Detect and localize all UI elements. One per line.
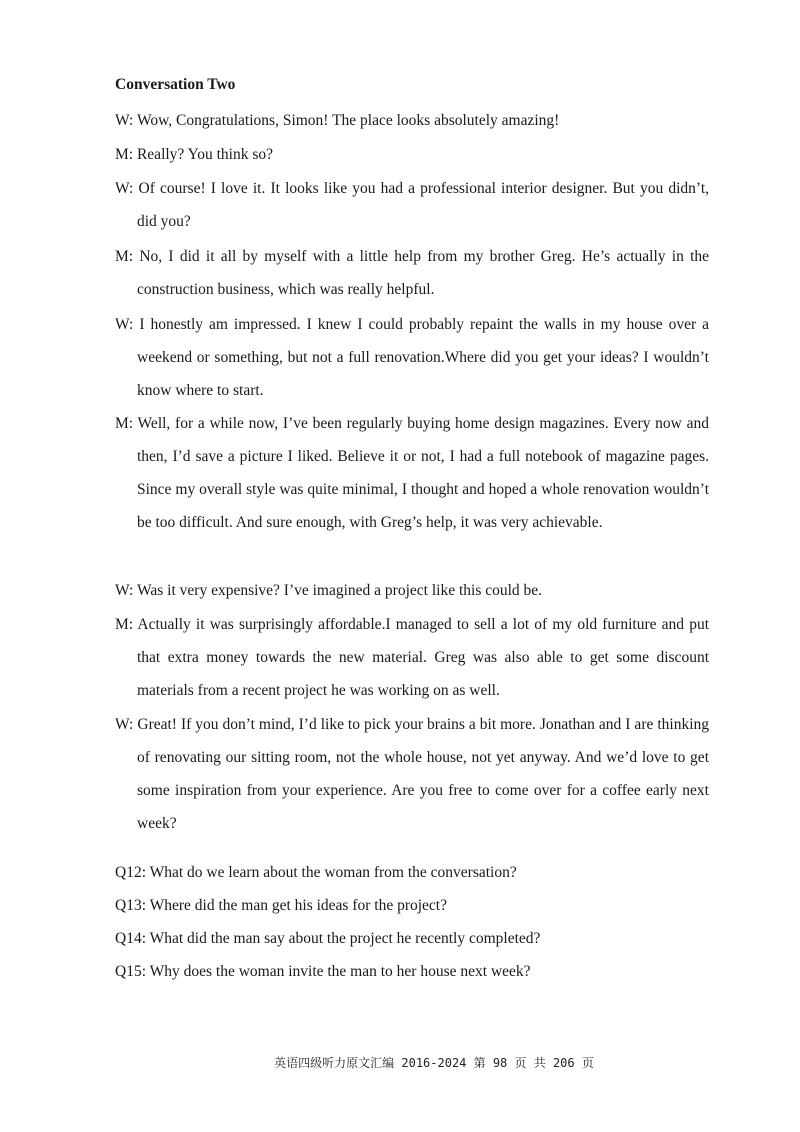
question-item: Q12: What do we learn about the woman from the conversation? [115, 864, 517, 881]
dialogue-turn [115, 308, 709, 407]
speaker-label: M: [115, 415, 134, 432]
dialogue-turn [115, 708, 709, 840]
utterance-text: I honestly am impressed. I knew I could probably repaint the walls in my house over a weekend or something, but not a full renovation.Where did you get your ideas? I wouldn’t know where to start. [137, 316, 709, 399]
speaker-label: W: [115, 180, 134, 197]
page-footer: 英语四级听力原文汇编 2016-2024 第 98 页 共 206 页 [274, 1056, 594, 1070]
speaker-label: M: [115, 616, 134, 633]
section-heading: Conversation Two [115, 76, 236, 93]
dialogue-turn [115, 240, 709, 306]
speaker-label: M: [115, 146, 134, 163]
speaker-label: W: [115, 316, 134, 333]
question-item: Q13: Where did the man get his ideas for the project? [115, 897, 447, 914]
utterance-text: Great! If you don’t mind, I’d like to pick your brains a bit more. Jonathan and I are thinking of renovating our sitting room, not the whole house, not yet anyway. And we’d love to get some inspiration from your experience. Are you free to come over for a coffee early next week? [137, 716, 710, 832]
speaker-label: W: [115, 112, 134, 129]
dialogue-turn [115, 138, 709, 171]
speaker-label: M: [115, 248, 134, 265]
dialogue-turn [115, 574, 709, 607]
utterance-text: No, I did it all by myself with a little help from my brother Greg. He’s actually in the construction business, which was really helpful. [137, 248, 710, 298]
dialogue-turn [115, 104, 709, 137]
speaker-label: W: [115, 582, 134, 599]
speaker-label: W: [115, 716, 134, 733]
question-item: Q14: What did the man say about the project he recently completed? [115, 930, 541, 947]
question-item: Q15: Why does the woman invite the man to her house next week? [115, 963, 531, 980]
dialogue-turn [115, 608, 709, 707]
utterance-text: Of course! I love it. It looks like you had a professional interior designer. But you didn’t, did you? [137, 180, 709, 230]
utterance-text: Wow, Congratulations, Simon! The place looks absolutely amazing! [136, 112, 560, 129]
utterance-text: Was it very expensive? I’ve imagined a project like this could be. [136, 582, 543, 599]
utterance-text: Actually it was surprisingly affordable.I managed to sell a lot of my old furniture and put that extra money towards the new material. Greg was also able to get some discount materials from a recent project he was working on as well. [137, 616, 709, 699]
utterance-text: Really? You think so? [136, 146, 274, 163]
utterance-text: Well, for a while now, I’ve been regularly buying home design magazines. Every now and then, I’d save a picture I liked. Believe it or not, I had a full notebook of magazine pages. Since my overall style was quite minimal, I thought and hoped a whole renovation wouldn’t be too difficult. And sure enough, with Greg’s help, it was very achievable. [137, 415, 709, 531]
dialogue-turn [115, 172, 709, 238]
dialogue-turn [115, 407, 709, 539]
